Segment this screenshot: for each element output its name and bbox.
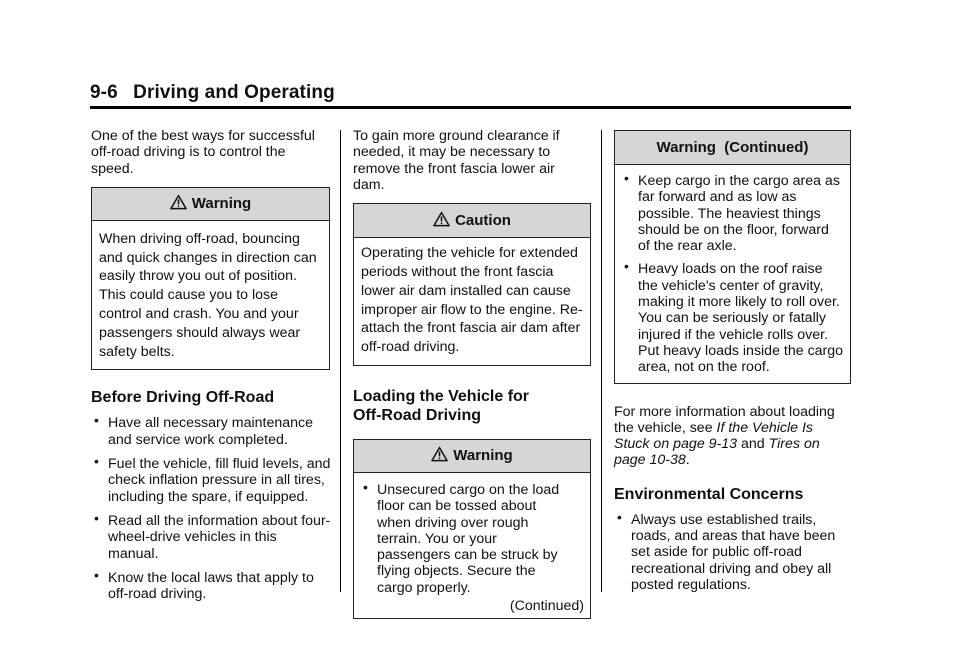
warning-text: When driving off-road, bouncing and quick changes in direction can easily throw you out of position. This could cause you to lose control and crash. You and your passengers should always wear safety belts. <box>99 230 317 360</box>
warning-body <box>354 473 590 618</box>
list-item: • Have all necessary maintenance and service work completed. <box>94 412 314 448</box>
column-3 <box>614 130 854 593</box>
warning-title: Warning <box>191 195 252 213</box>
caution-icon <box>433 211 450 227</box>
warning-icon <box>170 194 187 210</box>
bullet-list <box>614 508 852 593</box>
section-heading: Before Driving Off-Road <box>91 389 275 407</box>
header-rule <box>90 106 851 109</box>
cross-reference-link[interactable]: Tires on page 10-38 <box>614 436 820 469</box>
section-number: 9-6 <box>90 82 118 103</box>
list-item: • Always use established trails, roads, and areas that have been set aside for public off-road recreational driving and obey all posted regulations. <box>617 508 836 593</box>
warning-icon <box>431 446 448 462</box>
warning-title: Warning <box>453 447 513 465</box>
caution-box <box>353 203 591 366</box>
list-item: • Unsecured cargo on the load floor can be tossed about when driving over rough terrain. You or your passengers can be struck by flying objects. Secure the cargo properly. <box>363 478 560 596</box>
column-divider-1 <box>340 130 341 592</box>
warning-title-bar <box>92 188 329 221</box>
caution-title-bar <box>354 204 590 238</box>
column-divider-2 <box>601 130 602 592</box>
warning-continued-title-bar <box>615 131 850 165</box>
warning-box <box>91 187 330 371</box>
list-item: • Read all the information about four-wheel-drive vehicles in this manual. <box>94 509 331 562</box>
list-item: • Heavy loads on the roof raise the vehicle's center of gravity, making it more likely to roll over. You can be seriously or fatally injured if the vehicle rolls over. Put heavy loads inside the cargo area, not on the roof. <box>624 258 844 376</box>
warning-box <box>353 439 591 619</box>
continued-label: (Continued) <box>509 598 584 615</box>
warning-continued-title: Warning (Continued) <box>656 139 809 156</box>
section-heading: Loading the Vehicle for Off-Road Driving <box>353 387 530 424</box>
bullet-list <box>91 412 331 603</box>
cross-reference-link[interactable]: If the Vehicle Is Stuck on page 9-13 <box>614 419 814 453</box>
intro-paragraph: To gain more ground clearance if needed, it may be necessary to remove the front fascia lower air dam. <box>353 128 560 193</box>
warning-continued-body <box>615 165 850 383</box>
list-item: • Keep cargo in the cargo area as far forward and as low as possible. The heaviest things should be on the floor, forward of the rear axle. <box>624 170 840 255</box>
warning-title-bar <box>354 440 590 473</box>
list-item: • Fuel the vehicle, fill fluid levels, and check inflation pressure in all tires, including the spare, if equipped. <box>94 453 331 505</box>
section-heading: Environmental Concerns <box>614 485 804 503</box>
warning-continued-box <box>614 130 851 384</box>
column-2 <box>353 128 593 619</box>
page-header <box>90 82 335 104</box>
section-title: Driving and Operating <box>133 82 335 103</box>
more-info-paragraph: For more information about loading the vehicle, see If the Vehicle Is Stuck on page 9-13 and Tires on page 10-38. <box>614 403 835 469</box>
caution-title: Caution <box>455 212 511 230</box>
column-1 <box>91 128 331 602</box>
intro-paragraph: One of the best ways for successful off-road driving is to control the speed. <box>91 128 315 177</box>
caution-text: Operating the vehicle for extended periods without the front fascia lower air dam installed can cause improper air flow to the engine. Re-attach the front fascia air dam after off-road driving. <box>361 245 583 356</box>
list-item: • Know the local laws that apply to off-road driving. <box>94 566 314 603</box>
